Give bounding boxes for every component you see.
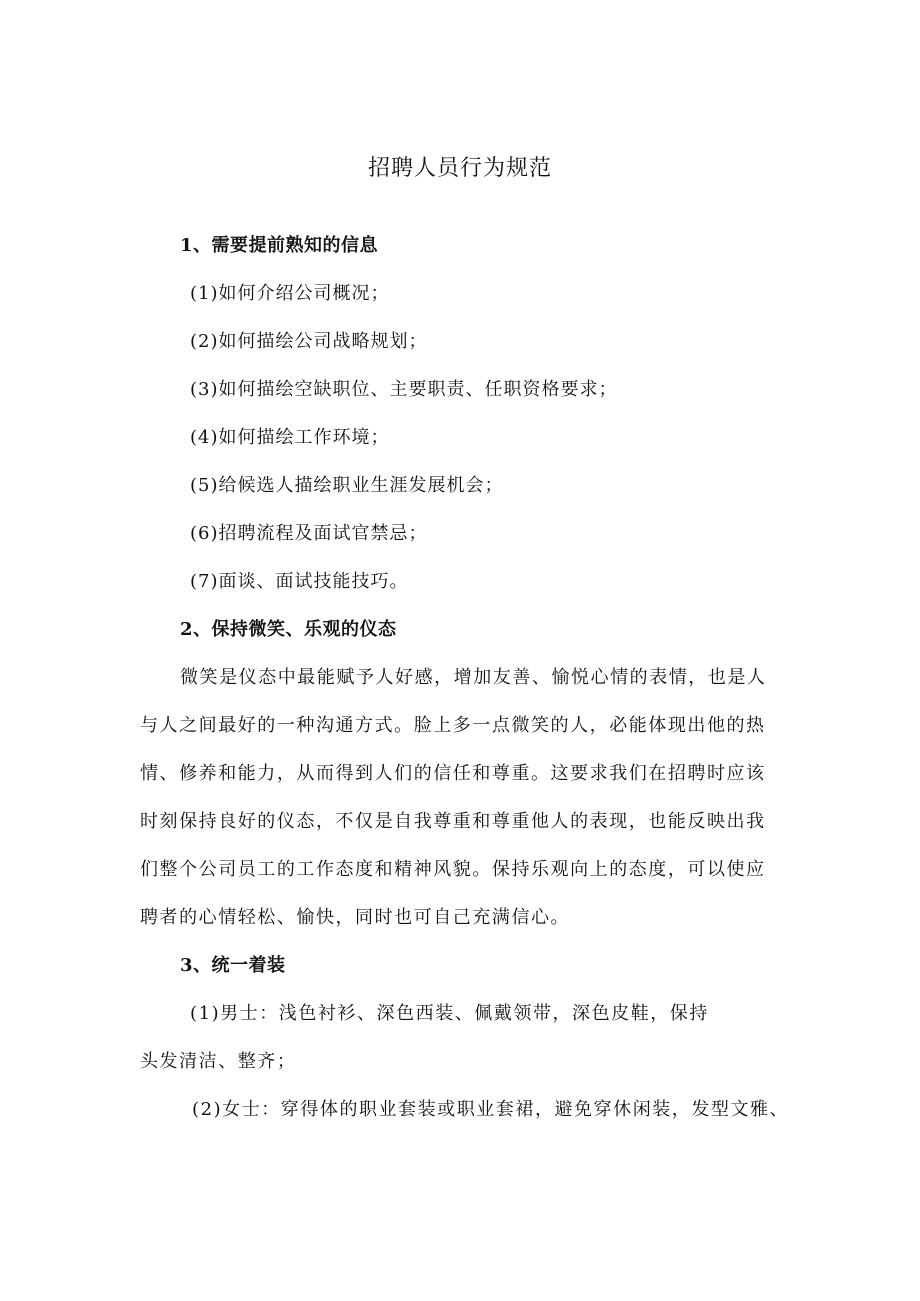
section-1-item: (2)如何描绘公司战略规划； <box>190 331 428 352</box>
dress-code-men-line: (1)男士：浅色衬衫、深色西装、佩戴领带，深色皮鞋，保持 <box>190 1003 709 1024</box>
paragraph-line: 情、修养和能力，从而得到人们的信任和尊重。这要求我们在招聘时应该 <box>140 763 766 784</box>
section-1-item: (3)如何描绘空缺职位、主要职责、任职资格要求； <box>190 379 618 400</box>
dress-code-women-line: (2)女士：穿得体的职业套装或职业套裙，避免穿休闲装，发型文雅、 <box>192 1099 790 1120</box>
paragraph-line: 微笑是仪态中最能赋予人好感，增加友善、愉悦心情的表情，也是人 <box>180 667 767 688</box>
section-3-heading: 3、统一着装 <box>180 955 286 976</box>
section-1-heading: 1、需要提前熟知的信息 <box>180 235 379 256</box>
section-2-heading: 2、保持微笑、乐观的仪态 <box>180 619 397 640</box>
paragraph-line: 聘者的心情轻松、愉快，同时也可自己充满信心。 <box>140 907 571 928</box>
section-1-item: (6)招聘流程及面试官禁忌； <box>190 523 428 544</box>
paragraph-line: 时刻保持良好的仪态，不仅是自我尊重和尊重他人的表现，也能反映出我 <box>140 811 766 832</box>
document-title: 招聘人员行为规范 <box>367 156 552 181</box>
paragraph-line: 们整个公司员工的工作态度和精神风貌。保持乐观向上的态度，可以使应 <box>140 859 766 880</box>
section-1-item: (4)如何描绘工作环境； <box>190 427 390 448</box>
section-1-item: (7)面谈、面试技能技巧。 <box>190 571 409 592</box>
paragraph-line: 与人之间最好的一种沟通方式。脸上多一点微笑的人，必能体现出他的热 <box>140 715 766 736</box>
section-1-item: (1)如何介绍公司概况； <box>190 283 390 304</box>
dress-code-men-line: 头发清洁、整齐； <box>140 1051 297 1072</box>
section-1-item: (5)给候选人描绘职业生涯发展机会； <box>190 475 504 496</box>
